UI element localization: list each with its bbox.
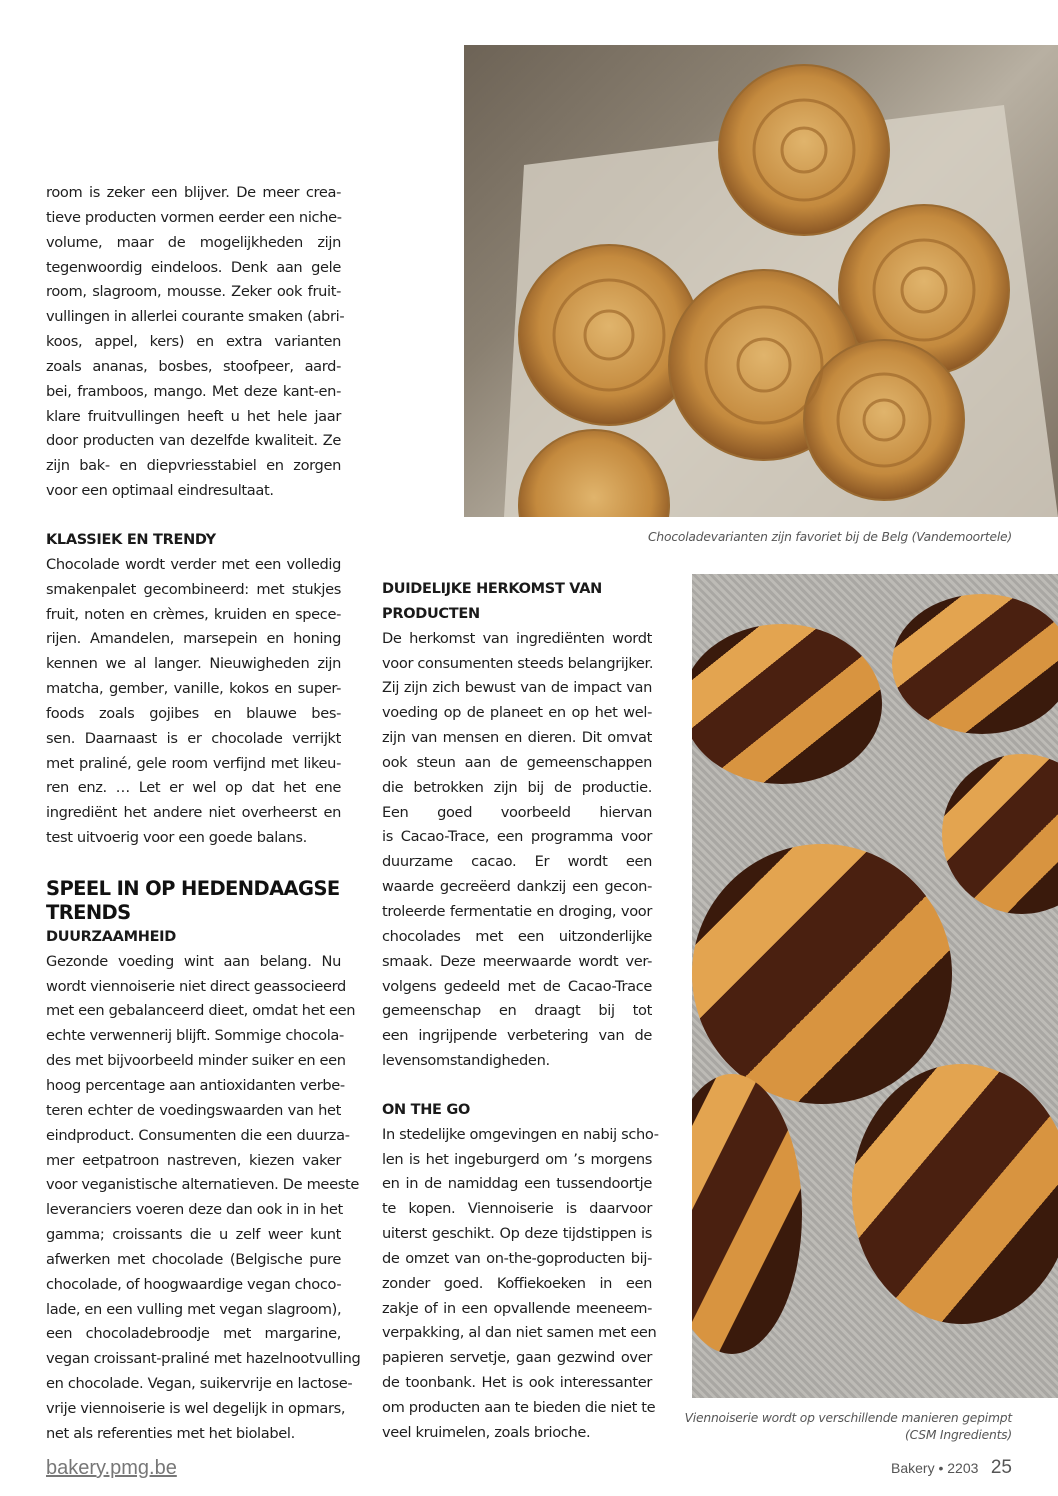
- text-line: DUIDELIJKE HERKOMST VAN: [382, 581, 602, 597]
- text-line: de toonbank. Het is ook interessanter: [382, 1374, 652, 1392]
- text-line: net als referenties met het biolabel.: [46, 1424, 295, 1442]
- text-line: en chocolade. Vegan, suikervrije en lactose-: [46, 1375, 353, 1393]
- caption-line: (CSM Ingredients): [905, 1428, 1012, 1442]
- text-line: duurzame cacao. Er wordt een: [382, 853, 652, 871]
- text-line: room, slagroom, mousse. Zeker ook fruit-: [46, 283, 341, 301]
- subheading: DUURZAAMHEID: [46, 928, 177, 945]
- text-line: troleerde fermentatie en droging, voor: [382, 902, 652, 920]
- text-line: TRENDS: [46, 900, 131, 924]
- paragraph: [46, 553, 341, 851]
- text-line: smaak. Deze meerwaarde wordt ver-: [382, 952, 652, 970]
- text-line: gemeenschap en draagt bij tot: [382, 1002, 652, 1020]
- website-link[interactable]: bakery.pmg.be: [46, 1457, 177, 1479]
- spacer: [46, 504, 341, 528]
- text-line: leveranciers voeren deze dan ook in in het: [46, 1201, 343, 1219]
- text-line: lade, en een vulling met vegan slagroom),: [46, 1300, 342, 1318]
- text-line: chocolade, of hoogwaardige vegan choco-: [46, 1275, 342, 1293]
- text-line: teren echter de voedingswaarden van het: [46, 1101, 341, 1119]
- paragraph: [382, 1123, 659, 1446]
- text-line: de omzet van on-the-goproducten bij-: [382, 1249, 652, 1267]
- text-line: hoog percentage aan antioxidanten verbe-: [46, 1077, 345, 1094]
- text-line: een chocoladebroodje met margarine,: [46, 1325, 341, 1343]
- text-line: mer eetpatroon nastreven, kiezen vaker: [46, 1151, 341, 1169]
- text-line: bei, framboos, mango. Met deze kant-en-: [46, 382, 341, 400]
- photo-caption-top: Chocoladevarianten zijn favoriet bij de Belg (Vandemoortele): [648, 530, 1012, 544]
- croissants-illustration: [692, 574, 1058, 1398]
- text-line: fruit, noten en crèmes, kruiden en spece-: [46, 605, 341, 623]
- text-line: wordt viennoiserie niet direct geassocieerd: [46, 977, 346, 995]
- text-line: Chocolade wordt verder met een volledig: [46, 555, 341, 573]
- text-line: PRODUCTEN: [382, 605, 480, 622]
- text-column-middle: [382, 577, 659, 1446]
- text-line: In stedelijke omgevingen en nabij scho-: [382, 1125, 659, 1143]
- text-line: matcha, gember, vanille, kokos en super-: [46, 680, 341, 698]
- text-line: SPEEL IN OP HEDENDAAGSE: [46, 876, 340, 900]
- text-line: levensomstandigheden.: [382, 1052, 550, 1070]
- text-line: koos, appel, kers) en extra varianten: [46, 333, 341, 351]
- caption-line: Viennoiserie wordt op verschillende manieren gepimpt: [684, 1411, 1012, 1425]
- text-line: te kopen. Viennoiserie is daarvoor: [382, 1200, 652, 1218]
- text-line: des met bijvoorbeeld minder suiker en een: [46, 1052, 346, 1070]
- text-line: een ingrijpende verbetering van de: [382, 1027, 652, 1045]
- text-line: volgens gedeeld met de Cacao-Trace: [382, 977, 652, 995]
- text-line: verpakking, al dan niet samen met een: [382, 1324, 657, 1342]
- text-line: vegan croissant-praliné met hazelnootvulling: [46, 1350, 361, 1368]
- text-line: ren enz. … Let er wel op dat het ene: [46, 779, 341, 797]
- text-line: De herkomst van ingrediënten wordt: [382, 629, 652, 647]
- page-number: 25: [990, 1457, 1012, 1478]
- text-line: Gezonde voeding wint aan belang. Nu: [46, 952, 341, 970]
- text-line: gamma; croissants die u zelf weer kunt: [46, 1226, 341, 1244]
- text-line: met praliné, gele room verfijnd met likeu-: [46, 754, 341, 772]
- text-line: die betrokken zijn bij de productie.: [382, 778, 652, 796]
- text-line: door producten van dezelfde kwaliteit. Ze: [46, 432, 341, 450]
- photo-chocolate-striped-croissants: [692, 574, 1058, 1398]
- text-line: ook steun aan de gemeenschappen: [382, 753, 652, 771]
- text-line: afwerken met chocolade (Belgische pure: [46, 1250, 341, 1268]
- text-line: rijen. Amandelen, marsepein en honing: [46, 630, 341, 648]
- text-line: om producten aan te bieden die niet te: [382, 1399, 656, 1416]
- paragraph: [46, 181, 345, 504]
- text-column-left: [46, 181, 361, 1447]
- text-line: voor een optimaal eindresultaat.: [46, 482, 274, 500]
- text-line: foods zoals gojibes en blauwe bes-: [46, 704, 341, 722]
- text-line: klare fruitvullingen heeft u het hele jaar: [46, 407, 341, 425]
- spacer: [382, 1074, 652, 1098]
- text-line: en in de namiddag een tussendoortje: [382, 1175, 652, 1193]
- section-heading: [46, 877, 341, 925]
- text-line: Zij zijn zich bewust van de impact van: [382, 679, 652, 697]
- subheading: ON THE GO: [382, 1101, 471, 1118]
- text-line: vullingen in allerlei courante smaken (abri-: [46, 308, 345, 326]
- text-line: voeding op de planeet en op het wel-: [382, 704, 652, 722]
- text-line: uiterst geschikt. Op deze tijdstippen is: [382, 1225, 652, 1243]
- subheading: [382, 577, 652, 627]
- photo-chocolate-swirl-pastries: [464, 45, 1058, 517]
- text-line: len is het ingeburgerd om ’s morgens: [382, 1150, 652, 1168]
- text-line: volume, maar de mogelijkheden zijn: [46, 233, 341, 251]
- subheading: KLASSIEK EN TRENDY: [46, 531, 216, 548]
- text-line: voor veganistische alternatieven. De meeste: [46, 1176, 359, 1194]
- text-line: waarde gecreëerd dankzij een gecon-: [382, 878, 652, 896]
- paragraph: [382, 627, 652, 1074]
- text-line: vrije viennoiserie is wel degelijk in opmars,: [46, 1399, 346, 1417]
- text-line: zoals ananas, bosbes, stoofpeer, aard-: [46, 357, 341, 375]
- text-line: sen. Daarnaast is er chocolade verrijkt: [46, 729, 341, 747]
- text-line: tegenwoordig eindeloos. Denk aan gele: [46, 258, 341, 276]
- photo-caption-bottom: [685, 1410, 1012, 1444]
- text-line: veel kruimelen, zoals brioche.: [382, 1423, 591, 1441]
- text-line: kennen we al langer. Nieuwigheden zijn: [46, 655, 341, 673]
- page-footer: [891, 1457, 1012, 1479]
- text-line: chocolades met een uitzonderlijke: [382, 927, 652, 945]
- text-line: smakenpalet gecombineerd: met stukjes: [46, 580, 341, 598]
- paragraph: [46, 950, 361, 1447]
- text-line: zijn van mensen en dieren. Dit omvat: [382, 729, 652, 747]
- text-line: room is zeker een blijver. De meer crea-: [46, 184, 341, 201]
- text-line: met een gebalanceerd dieet, omdat het een: [46, 1002, 356, 1020]
- spacer: [46, 851, 341, 875]
- text-line: test uitvoerig voor een goede balans.: [46, 829, 307, 847]
- text-line: eindproduct. Consumenten die een duurza-: [46, 1126, 350, 1144]
- text-line: papieren servetje, gaan gezwind over: [382, 1349, 652, 1367]
- text-line: zakje of in een opvallende meeneem-: [382, 1299, 652, 1317]
- text-line: zijn bak- en diepvriesstabiel en zorgen: [46, 457, 341, 475]
- magazine-issue: Bakery • 2203: [891, 1460, 979, 1476]
- pastry-swirls-illustration: [464, 45, 1058, 517]
- text-line: tieve producten vormen eerder een niche-: [46, 208, 342, 226]
- text-line: echte verwennerij blijft. Sommige chocola-: [46, 1027, 344, 1045]
- text-line: ingrediënt het andere niet overheerst en: [46, 804, 341, 822]
- text-line: zonder goed. Koffiekoeken in een: [382, 1274, 652, 1292]
- text-line: Een goed voorbeeld hiervan: [382, 803, 652, 821]
- text-line: voor consumenten steeds belangrijker.: [382, 654, 654, 672]
- text-line: is Cacao-Trace, een programma voor: [382, 828, 652, 846]
